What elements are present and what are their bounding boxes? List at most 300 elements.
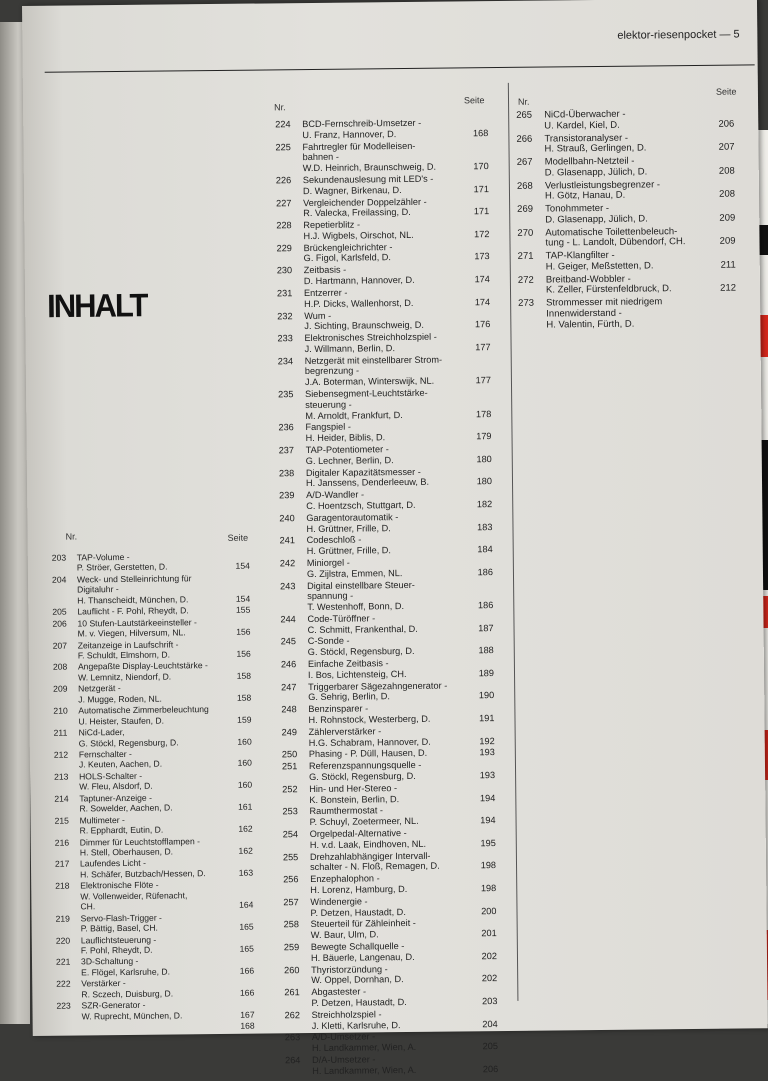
entry-page: 176 [460, 319, 490, 330]
entry-page: 207 [704, 143, 734, 154]
entry-page: 163 [223, 868, 253, 879]
entry-line: Phasing - P. Düll, Hausen, D. [309, 748, 475, 760]
entry-number: 218 [55, 881, 69, 892]
entry-description [80, 835, 233, 858]
toc-entry [516, 132, 736, 158]
entry-description [309, 760, 475, 783]
entry-line: J. Mugge, Roden, NL. [78, 693, 231, 705]
book-page [22, 0, 768, 1036]
toc-entry [54, 726, 256, 750]
entry-number: 253 [282, 807, 297, 818]
entry-number: 229 [276, 243, 291, 254]
entry-page: 188 [464, 645, 494, 656]
entry-line: Elektronisches Streichholzspiel - [304, 331, 470, 343]
entry-description [304, 264, 470, 287]
entry-description [309, 782, 475, 805]
toc-entry [516, 109, 736, 135]
entry-page: 174 [460, 274, 490, 285]
entry-description [311, 986, 477, 1009]
entry-number: 271 [518, 252, 534, 263]
entry-line: T. Westenhoff, Bonn, D. [307, 600, 473, 612]
entry-description [310, 895, 476, 918]
entry-line: H. Schäfer, Butzbach/Hessen, D. [80, 868, 233, 880]
entry-number: 247 [281, 682, 296, 693]
toc-entry [278, 354, 493, 390]
toc-entry [283, 895, 498, 920]
entry-page: 164 [223, 900, 253, 911]
entry-line: Entzerrer - [304, 286, 470, 298]
entry-page: 198 [466, 883, 496, 894]
entry-number: 235 [278, 389, 293, 400]
entry-line: Netzgerät - [78, 682, 231, 694]
entry-number: 231 [277, 288, 292, 299]
entry-line: TAP-Potentiometer - [306, 443, 472, 455]
toc-entry [54, 748, 256, 772]
entry-page: 171 [459, 206, 489, 217]
entry-page: 200 [466, 906, 496, 917]
entry-line: H. Grüttner, Frille, D. [307, 544, 473, 556]
entry-line: Siebensegment-Leuchtstärke- [305, 387, 471, 399]
toc-entry [55, 857, 257, 881]
toc-entry [284, 917, 499, 942]
entry-page: 182 [462, 499, 492, 510]
entry-number: 259 [284, 942, 299, 953]
entry-line: J. Willmann, Berlin, D. [305, 342, 471, 354]
entry-page: 171 [459, 184, 489, 195]
toc-entry [275, 140, 490, 176]
running-header: elektor-riesenpocket — 5 [617, 28, 739, 41]
toc-entry [54, 769, 256, 793]
toc-entry [57, 1021, 259, 1035]
entry-line: E. Flögel, Karlsruhe, D. [81, 966, 234, 978]
toc-entry [517, 156, 737, 182]
entry-line: C. Schmitt, Frankenthal, D. [307, 623, 473, 635]
entry-line: G. Figol, Karlsfeld, D. [304, 252, 470, 264]
entry-number: 238 [279, 468, 294, 479]
toc-entry [53, 682, 255, 706]
entry-line: Verlustleistungsbegrenzer - [545, 179, 715, 192]
entry-number: 239 [279, 490, 294, 501]
entry-description [307, 534, 473, 557]
entry-number: 240 [279, 513, 294, 524]
entry-line: Fahrtregler für Modelleisen- [302, 140, 468, 152]
toc-entry [282, 782, 497, 807]
entry-line: Digital einstellbare Steuer- [307, 579, 473, 591]
entry-line: Modellbahn-Netzteil - [545, 156, 715, 169]
entry-line: BCD-Fernschreib-Umsetzer - [302, 117, 468, 129]
entry-line: H.P. Dicks, Wallenhorst, D. [304, 297, 470, 309]
toc-entry [284, 985, 499, 1010]
entry-line: Zeitanzeige in Laufschrift - [78, 638, 231, 650]
entry-page: 161 [222, 802, 252, 813]
entry-page: 159 [221, 714, 251, 725]
toc-entry [518, 273, 738, 299]
entry-number: 268 [517, 181, 533, 192]
entry-line: Miniorgel - [307, 556, 473, 568]
entry-number: 222 [56, 979, 70, 990]
entry-line: Automatische Toilettenbeleuch- [545, 226, 715, 239]
entry-description [81, 912, 234, 935]
entry-number: 273 [518, 299, 534, 310]
entry-line: schalter - N. Floß, Remagen, D. [310, 861, 476, 873]
contents-column-1 [52, 551, 259, 1035]
entry-description [78, 638, 231, 661]
entry-number: 232 [277, 311, 292, 322]
entry-line: Code-Türöffner - [307, 612, 473, 624]
entry-description [81, 955, 234, 978]
toc-entry [517, 226, 737, 252]
entry-description [546, 273, 716, 297]
entry-description [306, 466, 472, 489]
entry-line: D. Glasenapp, Jülich, D. [545, 214, 715, 227]
entry-page: 198 [466, 860, 496, 871]
entry-page: 167 [225, 1009, 255, 1020]
entry-number: 242 [280, 558, 295, 569]
entry-line: H. Janssens, Denderleeuw, B. [306, 477, 472, 489]
toc-entry [284, 940, 499, 965]
entry-line: H. Grüttner, Frille, D. [306, 522, 472, 534]
toc-entry [277, 286, 492, 311]
entry-number: 212 [54, 750, 68, 761]
entry-description [545, 226, 715, 250]
toc-entry [285, 1008, 500, 1033]
entry-description [311, 918, 477, 941]
toc-entry [53, 638, 255, 662]
entry-page: 174 [460, 297, 490, 308]
entry-line: D. Glasenapp, Jülich, D. [545, 167, 715, 180]
entry-line: Laufendes Licht - [80, 857, 233, 869]
toc-entry [277, 263, 492, 288]
entry-description [305, 387, 471, 421]
entry-description [303, 173, 469, 196]
entry-line: steuerung - [305, 398, 471, 410]
entry-line: Wum - [304, 309, 470, 321]
entry-line: W. Fleu, Alsdorf, D. [79, 780, 232, 792]
entry-line: TAP-Klangfilter - [546, 250, 716, 263]
entry-line: Multimeter - [79, 814, 232, 826]
entry-line: Drehzahlabhängiger Intervall- [310, 850, 476, 862]
toc-entry [284, 963, 499, 988]
entry-page: 191 [464, 713, 494, 724]
entry-line: H. Landkammer, Wien, A. [312, 1041, 478, 1053]
toc-entry [277, 309, 492, 334]
entry-page: 154 [220, 561, 250, 572]
entry-page: 204 [468, 1019, 498, 1030]
toc-entry [285, 1030, 500, 1055]
entry-description [544, 109, 714, 133]
entry-number: 261 [284, 987, 299, 998]
entry-number: 258 [284, 920, 299, 931]
entry-description [308, 680, 474, 703]
toc-entry [279, 443, 494, 468]
entry-page: 154 [220, 593, 250, 604]
entry-line: P. Ströer, Gerstetten, D. [77, 561, 230, 573]
entry-description [81, 999, 234, 1022]
entry-line: spannung - [307, 590, 473, 602]
entry-line: NiCd-Lader, [79, 726, 232, 738]
col3-seite-header: Seite [716, 87, 737, 97]
entry-page: 180 [462, 476, 492, 487]
entry-page: 193 [465, 770, 495, 781]
entry-number: 217 [55, 859, 69, 870]
entry-line: Fernschalter - [79, 748, 232, 760]
entry-number: 260 [284, 965, 299, 976]
entry-number: 211 [54, 728, 68, 739]
entry-line: I. Bos, Lichtensteig, CH. [308, 668, 474, 680]
entry-number: 241 [280, 536, 295, 547]
entry-line: D. Wagner, Birkenau, D. [303, 184, 469, 196]
entry-line: tung - L. Landolt, Dübendorf, CH. [545, 237, 715, 250]
entry-line: J.A. Boterman, Winterswijk, NL. [305, 376, 471, 388]
entry-page: 202 [467, 973, 497, 984]
entry-description [78, 660, 231, 683]
entry-line: K. Bonstein, Berlin, D. [309, 793, 475, 805]
entry-number: 246 [281, 659, 296, 670]
entry-page: 162 [223, 824, 253, 835]
entry-line: 10 Stufen-Lautstärkeeinsteller - [77, 617, 230, 629]
contents-column-3 [516, 109, 738, 334]
toc-entry [280, 556, 495, 581]
entry-description [80, 879, 233, 912]
entry-line: H. Heider, Biblis, D. [305, 431, 471, 443]
entry-number: 256 [283, 874, 298, 885]
toc-entry [56, 955, 258, 979]
entry-line: J. Sichting, Braunschweig, D. [304, 320, 470, 332]
entry-line: Breitband-Wobbler - [546, 273, 716, 286]
entry-line: Taptuner-Anzeige - [79, 792, 232, 804]
entry-page: 209 [705, 213, 735, 224]
entry-line: Zeitbasis - [304, 264, 470, 276]
entry-line: C. Hoentzsch, Stuttgart, D. [306, 499, 472, 511]
entry-line: R. Sczech, Duisburg, D. [81, 988, 234, 1000]
entry-number: 250 [282, 750, 297, 761]
entry-line: Einfache Zeitbasis - [308, 657, 474, 669]
entry-line: Digitaler Kapazitätsmesser - [306, 466, 472, 478]
toc-entry [276, 218, 491, 243]
entry-line: J. Keuten, Aachen, D. [79, 758, 232, 770]
entry-line: H. Valentin, Fürth, D. [546, 319, 716, 332]
toc-entry [280, 579, 495, 615]
entry-line: Triggerbarer Sägezahngenerator - [308, 680, 474, 692]
entry-page: 177 [461, 342, 491, 353]
entry-number: 216 [55, 837, 69, 848]
entry-number: 230 [277, 265, 292, 276]
entry-description [545, 203, 715, 227]
toc-entry [56, 999, 258, 1023]
entry-line: CH. [80, 900, 233, 912]
entry-line: P. Bättig, Basel, CH. [81, 922, 234, 934]
entry-description [77, 551, 230, 574]
entry-page: 165 [224, 944, 254, 955]
entry-number: 236 [278, 423, 293, 434]
entry-line: Zählerverstärker - [309, 725, 475, 737]
col2-seite-header: Seite [464, 95, 485, 105]
toc-entry [276, 173, 491, 198]
entry-description [306, 511, 472, 534]
toc-entry [283, 872, 498, 897]
entry-page: 168 [458, 128, 488, 139]
entry-line: Tonohmmeter - [545, 203, 715, 216]
entry-number: 220 [56, 935, 70, 946]
contents-column-2 [275, 117, 500, 1078]
entry-line: F. Pohl, Rheydt, D. [81, 944, 234, 956]
entry-number: 233 [277, 333, 292, 344]
entry-number: 254 [283, 829, 298, 840]
entry-page: 201 [467, 928, 497, 939]
entry-line: H. Götz, Hanau, D. [545, 190, 715, 203]
entry-line: Dimmer für Leuchtstofflampen - [80, 835, 233, 847]
entry-line: G. Lechner, Berlin, D. [306, 454, 472, 466]
entry-description [310, 850, 476, 873]
entry-line: Abgastester - [311, 986, 477, 998]
entry-number: 255 [283, 852, 298, 863]
entry-line: R. Sowelder, Aachen, D. [79, 802, 232, 814]
entry-description [77, 605, 230, 617]
entry-line: Fangspiel - [305, 421, 471, 433]
entry-line: W. Baur, Ulm, D. [311, 928, 477, 940]
entry-description [308, 635, 474, 658]
entry-description [79, 792, 232, 815]
toc-entry [283, 850, 498, 875]
entry-line: Raumthermostat - [309, 805, 475, 817]
entry-line: Codeschloß - [307, 534, 473, 546]
entry-page: 172 [459, 229, 489, 240]
entry-number: 219 [56, 913, 70, 924]
entry-line: bahnen - [303, 151, 469, 163]
entry-page: 160 [222, 780, 252, 791]
entry-page: 208 [705, 166, 735, 177]
toc-entry [283, 827, 498, 852]
entry-line: Lauflicht - F. Pohl, Rheydt, D. [77, 605, 230, 617]
entry-page: 205 [468, 1041, 498, 1052]
entry-number: 264 [285, 1055, 300, 1066]
entry-line: H. Lorenz, Hamburg, D. [310, 883, 476, 895]
entry-description [308, 703, 474, 726]
entry-page: 166 [224, 966, 254, 977]
entry-line: HOLS-Schalter - [79, 770, 232, 782]
entry-description [78, 682, 231, 705]
entry-number: 262 [285, 1010, 300, 1021]
entry-line: U. Franz, Hannover, D. [302, 128, 468, 140]
entry-line: Orgelpedal-Alternative - [310, 827, 476, 839]
entry-line: TAP-Volume - [77, 551, 230, 563]
entry-line: Strommesser mit niedrigem [546, 297, 716, 310]
entry-description [545, 179, 715, 203]
entry-page: 203 [467, 996, 497, 1007]
entry-description [302, 117, 468, 140]
entry-line: Angepaßte Display-Leuchtstärke - [78, 660, 231, 672]
entry-line: Digitaluhr - [77, 583, 230, 595]
entry-description [302, 140, 468, 174]
entry-line: W.D. Heinrich, Braunschweig, D. [303, 161, 469, 173]
toc-entry [56, 933, 258, 957]
entry-page: 156 [221, 627, 251, 638]
entry-description [303, 218, 469, 241]
entry-line: W. Vollenweider, Rüfenacht, [80, 890, 233, 902]
entry-line: SZR-Generator - [81, 999, 234, 1011]
entry-line: Brückengleichrichter - [303, 241, 469, 253]
entry-page: 206 [704, 119, 734, 130]
toc-entry [276, 196, 491, 221]
entry-description [307, 612, 473, 635]
header-rule [45, 64, 755, 72]
entry-number: 228 [276, 220, 291, 231]
entry-line: Bewegte Schallquelle - [311, 940, 477, 952]
entry-line: Garagentorautomatik - [306, 511, 472, 523]
entry-description [77, 573, 230, 606]
toc-entry [275, 117, 490, 142]
entry-description [312, 1031, 478, 1054]
entry-page: 208 [705, 190, 735, 201]
entry-page: 192 [465, 736, 495, 747]
toc-entry [277, 331, 492, 356]
toc-entry [282, 759, 497, 784]
entry-description [310, 827, 476, 850]
entry-page: 211 [706, 260, 736, 271]
toc-entry [54, 813, 256, 837]
entry-number: 266 [516, 134, 532, 145]
toc-entry [278, 387, 493, 423]
entry-line: G. Sehrig, Berlin, D. [308, 691, 474, 703]
entry-page: 173 [460, 252, 490, 263]
entry-page: 160 [222, 736, 252, 747]
entry-page: 155 [220, 605, 250, 616]
entry-line: U. Kardel, Kiel, D. [544, 120, 714, 133]
entry-line: H. Thanscheidt, München, D. [77, 594, 230, 606]
entry-page: 190 [464, 690, 494, 701]
entry-description [305, 354, 471, 388]
entry-line: Transistoranalyser - [544, 132, 714, 145]
toc-entry [518, 297, 738, 334]
entry-page: 158 [221, 692, 251, 703]
entry-description [307, 579, 473, 613]
entry-line: P. Schuyl, Zoetermeer, NL. [310, 816, 476, 828]
entry-line: P. Detzen, Haustadt, D. [310, 906, 476, 918]
entry-page: 212 [706, 284, 736, 295]
toc-entry [517, 179, 737, 205]
entry-number: 248 [281, 704, 296, 715]
entry-line: Innenwiderstand - [546, 308, 716, 321]
entry-page: 170 [459, 161, 489, 172]
entry-description [79, 814, 232, 837]
entry-description [544, 132, 714, 156]
entry-description [312, 1053, 478, 1076]
toc-entry [54, 791, 256, 815]
entry-description [304, 331, 470, 354]
entry-number: 263 [285, 1033, 300, 1044]
entry-number: 252 [282, 784, 297, 795]
toc-entry [282, 805, 497, 830]
entry-number: 215 [54, 815, 68, 826]
entry-line: Repetierblitz - [303, 218, 469, 230]
entry-line: G. Stöckl, Regensburg, D. [308, 646, 474, 658]
toc-entry [282, 725, 497, 750]
entry-number: 223 [56, 1001, 70, 1012]
entry-line: D. Hartmann, Hannover, D. [304, 274, 470, 286]
entry-page: 186 [463, 600, 493, 611]
entry-number: 234 [278, 356, 293, 367]
toc-entry [280, 612, 495, 637]
entry-description [303, 196, 469, 219]
entry-page: 179 [461, 431, 491, 442]
entry-number: 206 [52, 618, 66, 629]
entry-line: NiCd-Überwacher - [544, 109, 714, 122]
entry-page: 189 [464, 668, 494, 679]
toc-entry [285, 1053, 500, 1078]
entry-page: 156 [221, 649, 251, 660]
entry-line: C-Sonde - [308, 635, 474, 647]
toc-entry [56, 911, 258, 935]
